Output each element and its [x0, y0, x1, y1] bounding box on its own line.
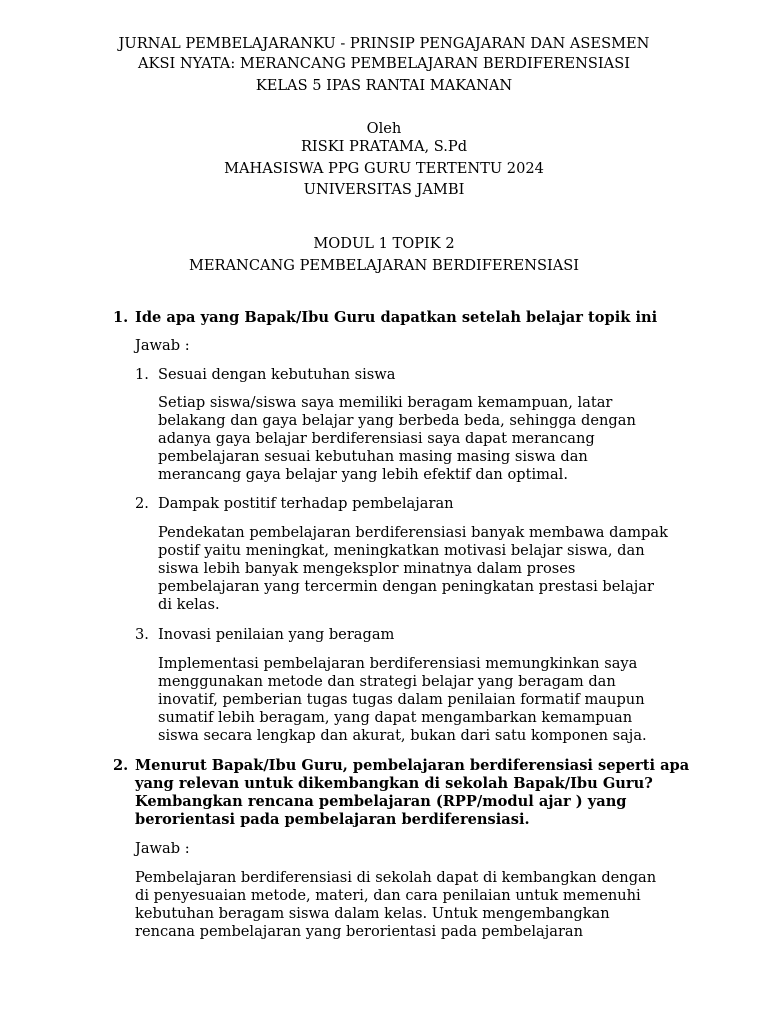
- module-title: MERANCANG PEMBELAJARAN BERDIFERENSIASI: [188, 257, 580, 274]
- question-1-text: Ide apa yang Bapak/Ibu Guru dapatkan setelah belajar topik ini: [135, 309, 658, 326]
- question-1-answer-label: Jawab :: [135, 337, 190, 354]
- question-1-number: 1.: [113, 309, 129, 326]
- text-line: sumatif lebih beragam, yang dapat mengambarkan kemampuan: [158, 709, 633, 726]
- text-line: inovatif, pemberian tugas tugas dalam penilaian formatif maupun: [158, 691, 645, 708]
- point-3-number: 3.: [135, 626, 149, 643]
- title-line-2: AKSI NYATA: MERANCANG PEMBELAJARAN BERDIFERENSIASI: [138, 55, 630, 72]
- text-line: postif yaitu meningkat, meningkatkan motivasi belajar siswa, dan: [158, 542, 645, 559]
- text-line: pembelajaran sesuai kebutuhan masing masing siswa dan: [158, 448, 588, 465]
- text-line: kebutuhan beragam siswa dalam kelas. Untuk mengembangkan: [135, 905, 610, 922]
- text-line: belakang dan gaya belajar yang berbeda beda, sehingga dengan: [158, 412, 636, 429]
- question-2-answer-label: Jawab :: [135, 840, 190, 857]
- module-label: MODUL 1 TOPIK 2: [313, 235, 455, 252]
- text-line: yang relevan untuk dikembangkan di sekolah Bapak/Ibu Guru?: [135, 775, 653, 792]
- title-line-3: KELAS 5 IPAS RANTAI MAKANAN: [255, 77, 513, 94]
- text-line: rencana pembelajaran yang berorientasi pada pembelajaran: [135, 923, 584, 940]
- point-2-number: 2.: [135, 495, 149, 512]
- text-line: Menurut Bapak/Ibu Guru, pembelajaran berdiferensiasi seperti apa: [135, 757, 690, 774]
- text-line: Setiap siswa/siswa saya memiliki beragam kemampuan, latar: [158, 394, 613, 411]
- author-by: Oleh: [366, 120, 402, 137]
- text-line: siswa lebih banyak mengeksplor minatnya dalam proses: [158, 560, 576, 577]
- text-line: Kembangkan rencana pembelajaran (RPP/modul ajar ) yang: [135, 793, 627, 810]
- text-line: di kelas.: [158, 596, 220, 613]
- point-3-body: [158, 655, 647, 745]
- text-line: siswa secara lengkap dan akurat, bukan dari satu komponen saja.: [158, 727, 647, 744]
- text-line: adanya gaya belajar berdiferensiasi saya dapat merancang: [158, 430, 595, 447]
- question-2-text: [135, 757, 689, 829]
- text-line: Implementasi pembelajaran berdiferensiasi memungkinkan saya: [158, 655, 638, 672]
- point-1-body: [158, 394, 636, 484]
- text-line: Pendekatan pembelajaran berdiferensiasi banyak membawa dampak: [158, 524, 668, 541]
- text-line: berorientasi pada pembelajaran berdiferensiasi.: [135, 811, 530, 828]
- point-3-title: Inovasi penilaian yang beragam: [158, 626, 395, 643]
- text-line: pembelajaran yang tercermin dengan peningkatan prestasi belajar: [158, 578, 654, 595]
- text-line: di penyesuaian metode, materi, dan cara penilaian untuk memenuhi: [135, 887, 641, 904]
- text-line: Pembelajaran berdiferensiasi di sekolah dapat di kembangkan dengan: [135, 869, 657, 886]
- title-line-1: JURNAL PEMBELAJARANKU - PRINSIP PENGAJARAN DAN ASESMEN: [118, 35, 650, 52]
- point-1-number: 1.: [135, 366, 149, 383]
- question-2-number: 2.: [113, 757, 129, 774]
- point-2-title: Dampak postitif terhadap pembelajaran: [158, 495, 454, 512]
- text-line: merancang gaya belajar yang lebih efektif dan optimal.: [158, 466, 568, 483]
- author-name: RISKI PRATAMA, S.Pd: [300, 138, 468, 155]
- author-university: UNIVERSITAS JAMBI: [303, 181, 465, 198]
- point-2-body: [158, 524, 668, 614]
- point-1-title: Sesuai dengan kebutuhan siswa: [158, 366, 396, 383]
- text-line: menggunakan metode dan strategi belajar yang beragam dan: [158, 673, 616, 690]
- author-program: MAHASISWA PPG GURU TERTENTU 2024: [224, 160, 544, 177]
- question-2-answer-body: [135, 869, 656, 941]
